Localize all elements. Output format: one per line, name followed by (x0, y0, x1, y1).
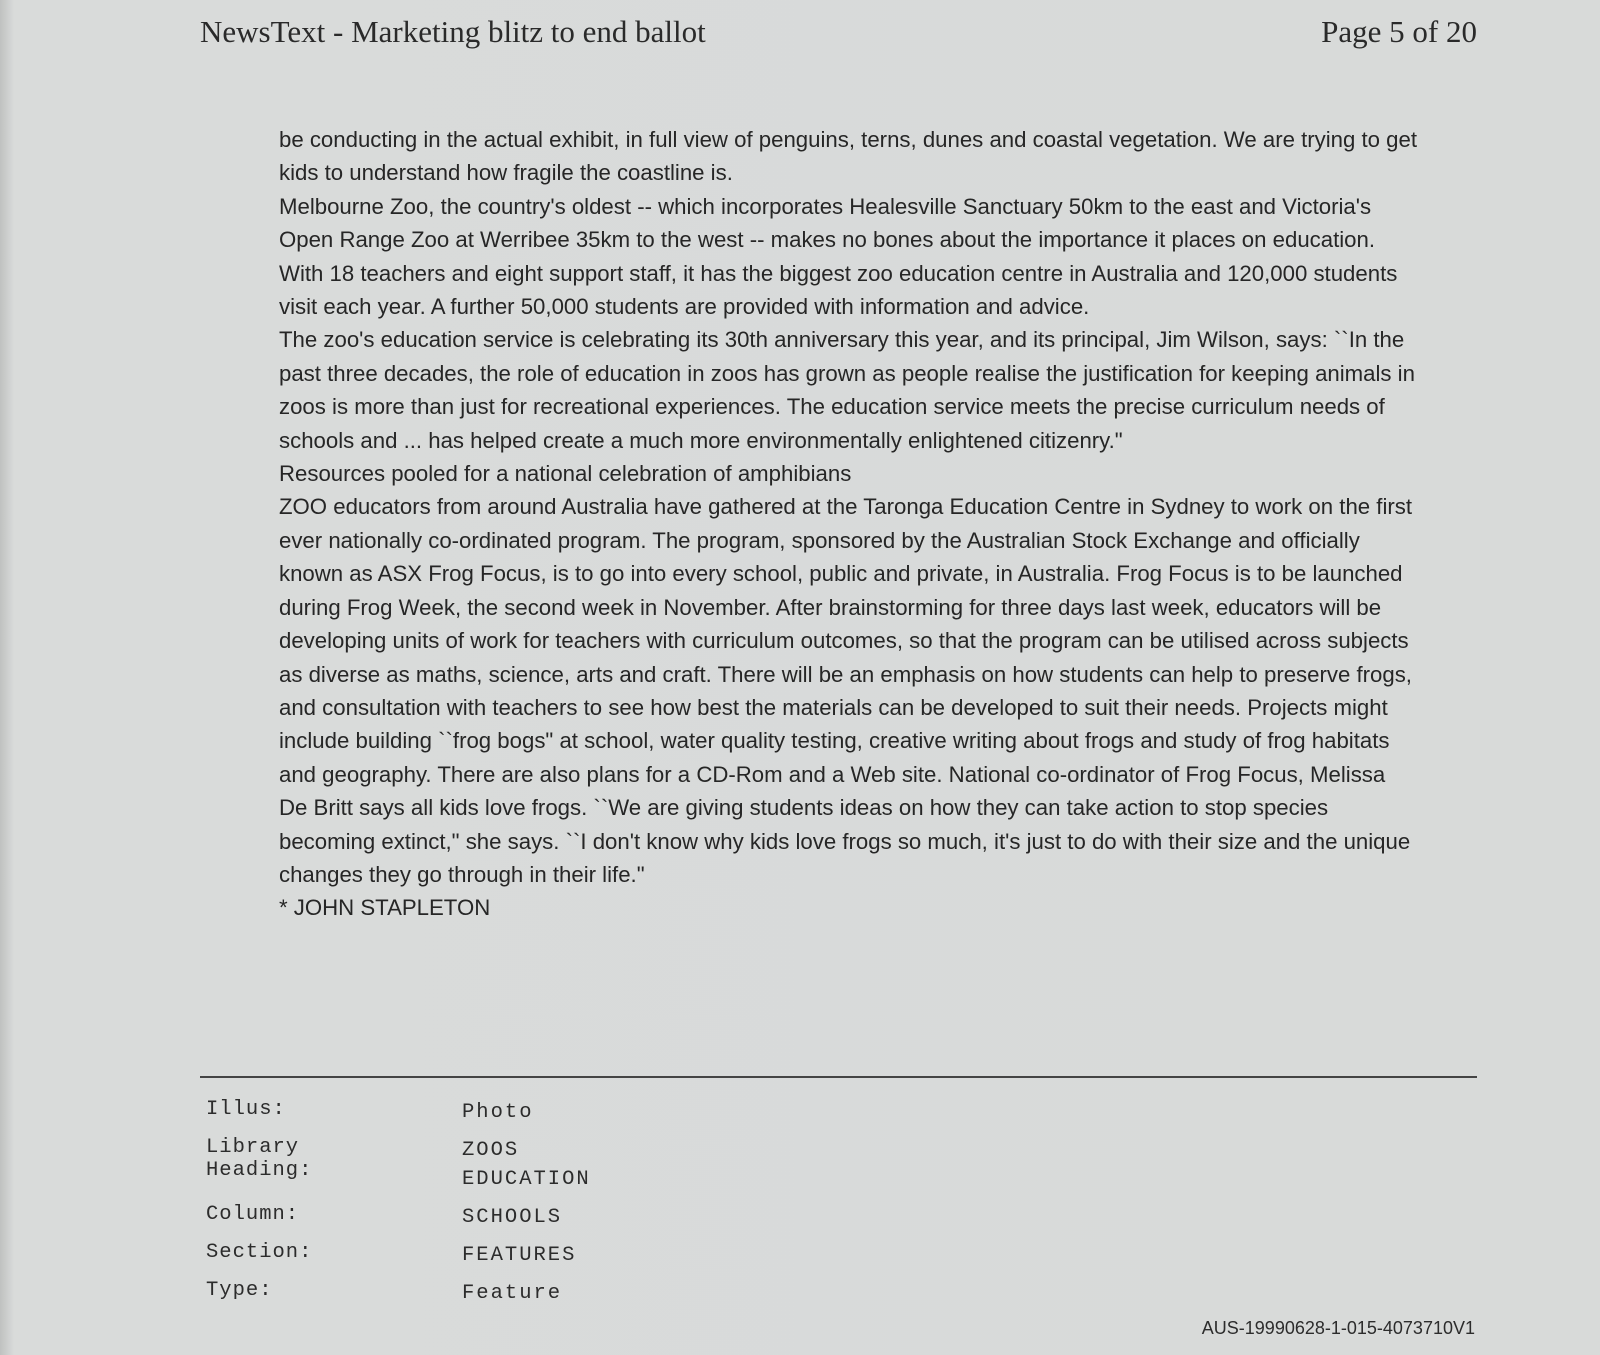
byline: * JOHN STAPLETON (279, 895, 491, 921)
article-body (279, 123, 1419, 925)
library-heading-2: EDUCATION (462, 1168, 591, 1191)
meta-label: Illus: (206, 1098, 286, 1121)
document-title: NewsText - Marketing blitz to end ballot (200, 14, 706, 49)
paragraph: ZOO educators from around Australia have gathered at the Taronga Education Centre in Sydney to work on the first ever nationally co-ordinated program. The program, sponsored by the Australian Stock Exchange and officially known as ASX Frog Focus, is to go into every school, public and private, in Australia. Frog Focus is to be launched during Frog Week, the second week in November. After brainstorming for three days last week, educators will be developing units of work for teachers with curriculum outcomes, so that the program can be utilised across subjects as diverse as maths, science, arts and craft. There will be an emphasis on how students can help to preserve frogs, and consultation with teachers to see how best the materials can be developed to suit their needs. Projects might include building ``frog bogs" at school, water quality testing, creative writing about frogs and study of frog habitats and geography. There are also plans for a CD-Rom and a Web site. National co-ordinator of Frog Focus, Melissa De Britt says all kids love frogs. ``We are giving students ideas on how they can take action to stop species becoming extinct," she says. ``I don't know why kids love frogs so much, it's just to do with their size and the unique changes they go through in their life." (279, 494, 1413, 887)
meta-label: Section: (206, 1241, 313, 1264)
meta-value (462, 1136, 591, 1194)
paragraph: Melbourne Zoo, the country's oldest -- which incorporates Healesville Sanctuary 50km to the east and Victoria's Open Range Zoo at Werribee 35km to the west -- makes no bones about the importance it places on education. With 18 teachers and eight support staff, it has the biggest zoo education centre in Australia and 120,000 students visit each year. A further 50,000 students are provided with information and advice. (279, 193, 1398, 320)
meta-value: Photo (462, 1101, 534, 1124)
document-id: AUS-19990628-1-015-4073710V1 (1201, 1318, 1475, 1338)
library-heading-1: ZOOS (462, 1139, 520, 1162)
meta-label: Column: (206, 1203, 300, 1226)
subheading: Resources pooled for a national celebration of amphibians (279, 461, 852, 487)
paragraph: The zoo's education service is celebrating its 30th anniversary this year, and its principal, Jim Wilson, says: ``In the past three decades, the role of education in zoos has grown as people realise the justification for keeping animals in zoos is more than just for recreational experiences. The education service meets the precise curriculum needs of schools and ... has helped create a much more environmentally enlightened citizenry." (279, 327, 1415, 453)
divider (200, 1076, 1477, 1078)
page-indicator: Page 5 of 20 (1321, 14, 1477, 49)
meta-label: Library Heading: (206, 1136, 313, 1182)
meta-value: SCHOOLS (462, 1206, 563, 1229)
meta-value: Feature (462, 1282, 563, 1305)
paragraph: be conducting in the actual exhibit, in full view of penguins, terns, dunes and coastal vegetation. We are trying to get kids to understand how fragile the coastline is. (279, 127, 1418, 186)
meta-value: FEATURES (462, 1244, 577, 1267)
meta-label: Type: (206, 1279, 273, 1302)
